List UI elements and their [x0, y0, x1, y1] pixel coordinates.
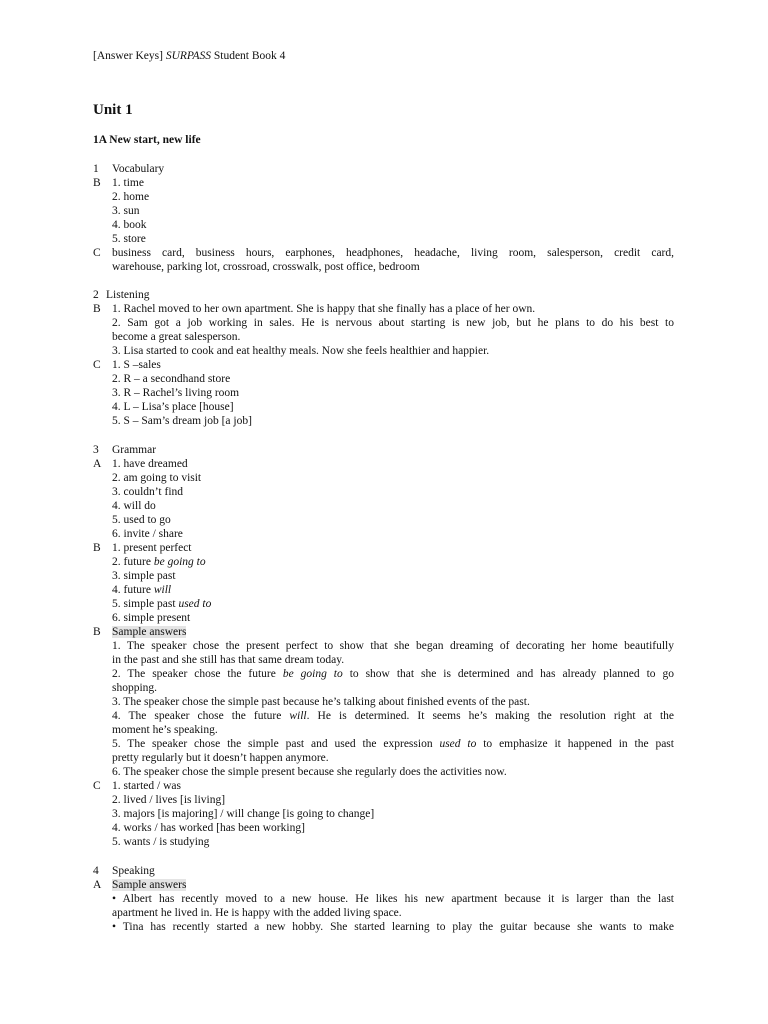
answer-emphasis: will	[289, 710, 307, 722]
running-header	[93, 50, 285, 62]
answer-line	[112, 667, 674, 681]
section-title: Listening	[106, 289, 150, 301]
answer-line: in the past and she still has that same dream today.	[112, 654, 345, 666]
answer-text: to emphasize it happened in the past	[476, 738, 674, 750]
answer-line: 3. sun	[112, 205, 140, 217]
sample-answers-line	[112, 878, 186, 892]
answer-line: 3. Lisa started to cook and eat healthy meals. Now she feels healthier and happier.	[112, 345, 490, 357]
part-label: C	[93, 247, 101, 259]
answer-line: 5. S – Sam’s dream job [a job]	[112, 415, 252, 427]
answer-line: 4. works / has worked [has been working]	[112, 822, 305, 834]
answer-line: 3. R – Rachel’s living room	[112, 387, 240, 399]
answer-line	[112, 555, 206, 569]
answer-line: 1. Rachel moved to her own apartment. She is happy that she finally has a place of her own.	[112, 303, 536, 315]
answer-line: 3. couldn’t find	[112, 486, 184, 498]
answer-line	[112, 597, 211, 611]
answer-line: 3. majors [is majoring] / will change [is going to change]	[112, 808, 375, 820]
part-label: C	[93, 780, 101, 792]
answer-line: 2. am going to visit	[112, 472, 202, 484]
part-label: C	[93, 359, 101, 371]
answer-emphasis: used to	[178, 598, 212, 610]
section-title: Speaking	[112, 865, 155, 877]
answer-line: 4. book	[112, 219, 147, 231]
answer-line: 5. used to go	[112, 514, 171, 526]
section-number: 1	[93, 163, 99, 175]
answer-emphasis: be going to	[153, 556, 206, 568]
section-number: 3	[93, 444, 99, 456]
answer-line: 3. The speaker chose the simple past because he’s talking about finished events of the past.	[112, 696, 530, 708]
part-label: A	[93, 458, 102, 470]
answer-line: 6. The speaker chose the simple present because she regularly does the activities now.	[112, 766, 507, 778]
answer-line: 1. started / was	[112, 780, 181, 792]
answer-line: • Tina has recently started a new hobby. She started learning to play the guitar because she wants to make	[112, 921, 674, 933]
answer-line: 2. lived / lives [is living]	[112, 794, 226, 806]
answer-emphasis: be going to	[282, 668, 343, 680]
section-title: Vocabulary	[112, 163, 165, 175]
answer-text: 2. future	[112, 556, 154, 568]
answer-emphasis: will	[153, 584, 172, 596]
lesson-title: 1A New start, new life	[93, 134, 201, 146]
answer-line: 4. will do	[112, 500, 156, 512]
answer-line	[112, 709, 674, 723]
answer-line: 1. S –sales	[112, 359, 161, 371]
answer-line: 1. have dreamed	[112, 458, 188, 470]
answer-line: become a great salesperson.	[112, 331, 241, 343]
header-brand: SURPASS	[165, 50, 211, 62]
answer-line: business card, business hours, earphones, headphones, headache, living room, salesperson, credit card,	[112, 247, 674, 259]
section-number: 2	[93, 289, 99, 301]
section-title: Grammar	[112, 444, 157, 456]
answer-line: 5. wants / is studying	[112, 836, 210, 848]
unit-title: Unit 1	[93, 102, 133, 118]
answer-text: 2. The speaker chose the future	[112, 668, 283, 680]
answer-line: shopping.	[112, 682, 158, 694]
answer-text: 4. future	[112, 584, 154, 596]
answer-line: 3. simple past	[112, 570, 176, 582]
part-label: B	[93, 303, 101, 315]
answer-line: warehouse, parking lot, crossroad, crosswalk, post office, bedroom	[112, 261, 420, 273]
part-label: B	[93, 177, 101, 189]
answer-line: 1. present perfect	[112, 542, 192, 554]
answer-line	[112, 737, 674, 751]
answer-line: 5. store	[112, 233, 146, 245]
sample-answers-line	[112, 625, 186, 639]
answer-line	[112, 583, 171, 597]
header-suffix: Student Book 4	[210, 50, 286, 62]
answer-line: 2. Sam got a job working in sales. He is nervous about starting is new job, but he plans to do his best to	[112, 317, 674, 329]
answer-line: 1. The speaker chose the present perfect to show that she began dreaming of decorating her home beautifully	[112, 640, 674, 652]
answer-text: . He is determined. It seems he’s making the resolution right at the	[306, 710, 674, 722]
answer-line: pretty regularly but it doesn’t happen anymore.	[112, 752, 329, 764]
part-label: A	[93, 879, 102, 891]
answer-text: to show that she is determined and has already planned to go	[342, 668, 674, 680]
answer-line: • Albert has recently moved to a new house. He likes his new apartment because it is larger than the last	[112, 893, 674, 905]
part-label: B	[93, 542, 101, 554]
answer-emphasis: used to	[439, 738, 477, 750]
part-label: B	[93, 626, 101, 638]
answer-line: 6. invite / share	[112, 528, 183, 540]
header-prefix: [Answer Keys]	[93, 50, 166, 62]
answer-line: moment he’s speaking.	[112, 724, 218, 736]
answer-line: 6. simple present	[112, 612, 191, 624]
sample-answers-label: Sample answers	[112, 626, 187, 638]
answer-line: apartment he lived in. He is happy with the added living space.	[112, 907, 402, 919]
sample-answers-label: Sample answers	[112, 879, 187, 891]
answer-line: 1. time	[112, 177, 144, 189]
answer-text: 5. The speaker chose the simple past and used the expression	[112, 738, 440, 750]
section-number: 4	[93, 865, 99, 877]
answer-line: 2. home	[112, 191, 150, 203]
answer-text: 5. simple past	[112, 598, 179, 610]
answer-line: 2. R – a secondhand store	[112, 373, 231, 385]
answer-text: 4. The speaker chose the future	[112, 710, 290, 722]
answer-line: 4. L – Lisa’s place [house]	[112, 401, 234, 413]
